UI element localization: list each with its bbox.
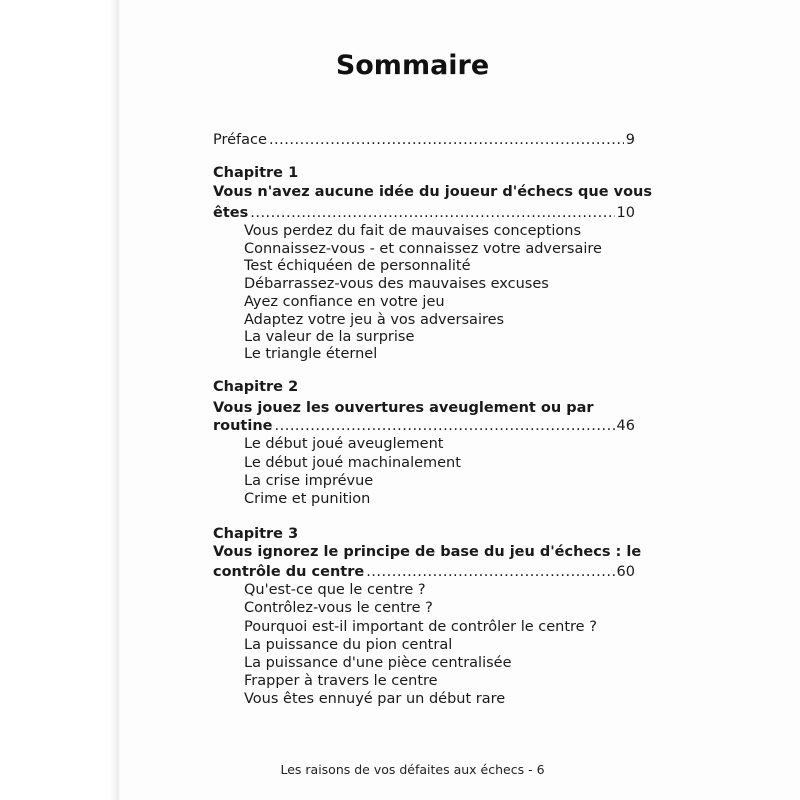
section-item: Pourquoi est-il important de contrôler le centre ? bbox=[244, 619, 597, 635]
section-item: Contrôlez-vous le centre ? bbox=[244, 600, 433, 616]
toc-page: 9 bbox=[625, 132, 635, 148]
section-item: Vous perdez du fait de mauvaises conceptions bbox=[244, 223, 582, 239]
dot-leader bbox=[275, 417, 615, 435]
chapter-label: Chapitre 3 bbox=[213, 526, 299, 542]
section-item: Le début joué machinalement bbox=[244, 455, 461, 471]
section-item: Qu'est-ce que le centre ? bbox=[244, 582, 426, 598]
toc-entry-chapter-3 bbox=[213, 563, 635, 581]
section-item: Connaissez-vous - et connaissez votre adversaire bbox=[244, 241, 602, 257]
toc-entry-chapter-1 bbox=[213, 204, 635, 222]
section-item: Test échiquéen de personnalité bbox=[244, 258, 471, 274]
toc-page: 60 bbox=[616, 564, 635, 580]
chapter-title-end: contrôle du centre bbox=[213, 564, 365, 580]
section-item: Le début joué aveuglement bbox=[244, 436, 444, 452]
dot-leader bbox=[269, 131, 624, 149]
section-item: La puissance du pion central bbox=[244, 637, 453, 653]
section-item: Le triangle éternel bbox=[244, 346, 378, 362]
section-item: La crise imprévue bbox=[244, 473, 374, 489]
dot-leader bbox=[366, 563, 614, 581]
chapter-title: Vous jouez les ouvertures aveuglement ou par bbox=[213, 400, 594, 416]
section-item: Débarrassez-vous des mauvaises excuses bbox=[244, 276, 549, 292]
toc-page: 10 bbox=[616, 205, 635, 221]
toc-entry-preface bbox=[213, 131, 635, 149]
chapter-title-end: routine bbox=[213, 418, 273, 434]
page-title: Sommaire bbox=[335, 50, 490, 81]
section-item: Adaptez votre jeu à vos adversaires bbox=[244, 312, 505, 328]
section-item: Crime et punition bbox=[244, 491, 371, 507]
page-footer: Les raisons de vos défaites aux échecs - 6 bbox=[280, 762, 545, 777]
chapter-title: Vous ignorez le principe de base du jeu d'échecs : le bbox=[213, 544, 642, 560]
section-item: La valeur de la surprise bbox=[244, 329, 415, 345]
section-item: La puissance d'une pièce centralisée bbox=[244, 655, 512, 671]
chapter-label: Chapitre 2 bbox=[213, 379, 299, 395]
toc-label: Préface bbox=[213, 132, 267, 148]
section-item: Frapper à travers le centre bbox=[244, 673, 438, 689]
section-item: Ayez confiance en votre jeu bbox=[244, 294, 445, 310]
section-item: Vous êtes ennuyé par un début rare bbox=[244, 691, 506, 707]
page-edge bbox=[0, 0, 120, 800]
dot-leader bbox=[250, 204, 614, 222]
toc-entry-chapter-2 bbox=[213, 417, 635, 435]
chapter-title: Vous n'avez aucune idée du joueur d'échecs que vous bbox=[213, 184, 653, 200]
toc-page: 46 bbox=[616, 418, 635, 434]
chapter-title-end: êtes bbox=[213, 205, 249, 221]
chapter-label: Chapitre 1 bbox=[213, 165, 299, 181]
